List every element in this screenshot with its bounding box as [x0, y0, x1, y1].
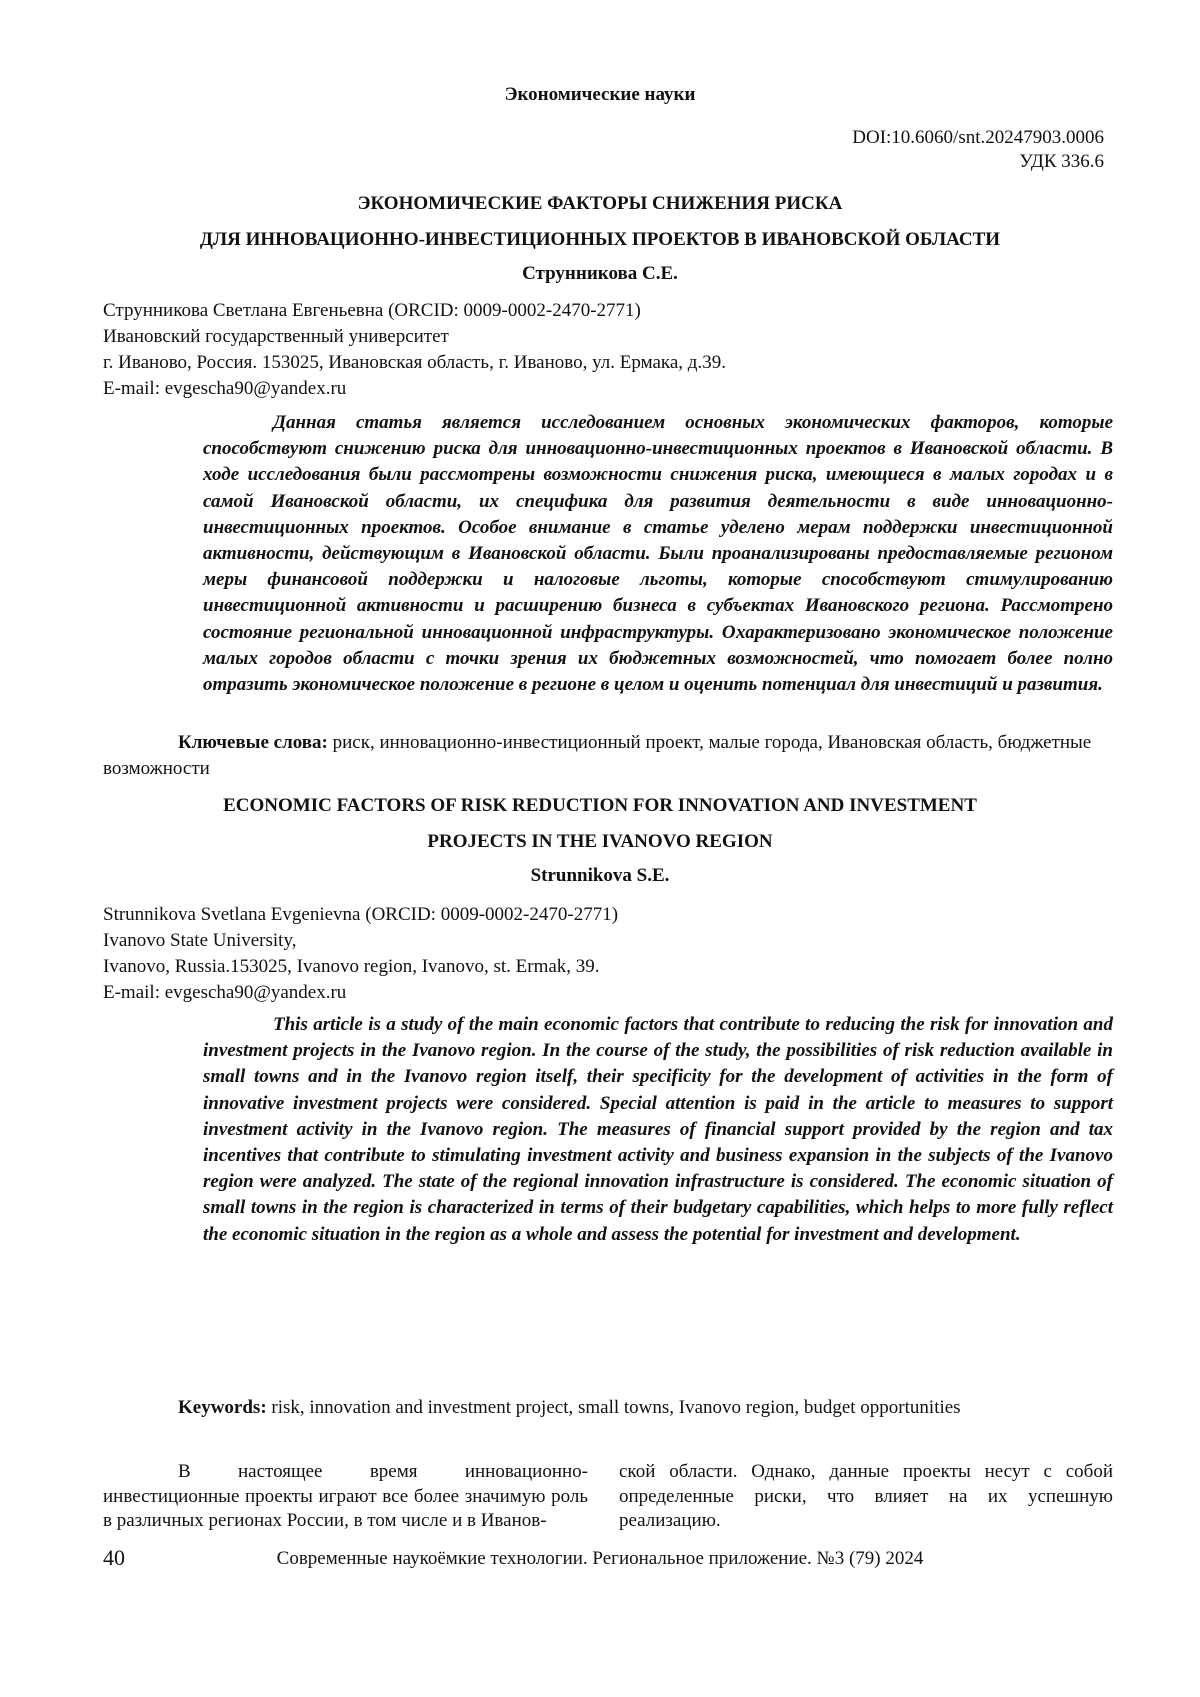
page-number: 40 — [103, 1545, 125, 1570]
en-keywords-text: risk, innovation and investment project, small towns, Ivanovo region, budget opportunities — [266, 1397, 961, 1418]
en-title-line-2: PROJECTS IN THE IVANOVO REGION — [427, 831, 773, 852]
ru-affiliation: Ивановский государственный университет — [103, 326, 449, 347]
en-email: E-mail: evgescha90@yandex.ru — [103, 982, 347, 1003]
ru-author-info — [103, 298, 1113, 402]
en-abstract: This article is a study of the main economic factors that contribute to reducing the risk for innovation and investment projects in the Ivanovo region. In the course of the study, the possibilities of risk reduction available in small towns and in the Ivanovo region itself, their specificity for the development of activities in the form of innovative investment projects were considered. Special attention is paid in the article to measures to support investment activity in the Ivanovo region. The measures of financial support provided by the region and tax incentives that contribute to stimulating investment activity and business expansion in the subjects of the Ivanovo region were analyzed. The state of the regional innovation infrastructure is considered. The economic situation of small towns in the region is characterized in terms of their budgetary capabilities, which helps to more fully reflect the economic situation in the region as a whole and assess the potential for investment and development. — [203, 1014, 1113, 1245]
udk: УДК 336.6 — [1019, 151, 1104, 172]
ru-title-line-2: ДЛЯ ИННОВАЦИОННО-ИНВЕСТИЦИОННЫХ ПРОЕКТОВ В ИВАНОВСКОЙ ОБЛАСТИ — [199, 229, 1001, 250]
ru-keywords-label: Ключевые слова: — [178, 732, 328, 753]
en-title-line-1: ECONOMIC FACTORS OF RISK REDUCTION FOR INNOVATION AND INVESTMENT — [223, 795, 977, 816]
en-keywords-label: Keywords: — [178, 1397, 267, 1418]
ru-keywords — [103, 730, 1113, 782]
en-author-info — [103, 902, 1113, 1006]
ru-author-full: Струнникова Светлана Евгеньевна (ORCID: 0009-0002-2470-2771) — [103, 300, 641, 321]
en-keywords — [103, 1395, 1113, 1421]
doi: DOI:10.6060/snt.20247903.0006 — [852, 127, 1104, 148]
body-column-2: ской области. Однако, данные проекты несут с собой определенные риски, что влияет на их успешную реализацию. — [619, 1461, 1113, 1531]
ru-title-line-1: ЭКОНОМИЧЕСКИЕ ФАКТОРЫ СНИЖЕНИЯ РИСКА — [357, 193, 843, 214]
en-address: Ivanovo, Russia.153025, Ivanovo region, Ivanovo, st. Ermak, 39. — [103, 956, 600, 977]
ru-abstract: Данная статья является исследованием основных экономических факторов, которые способствуют снижению риска для инновационно-инвестиционных проектов в Ивановской области. В ходе исследования были рассмотрены возможности снижения риска, имеющиеся в малых городах и в самой Ивановской области, их специфика для развития деятельности в виде инновационно-инвестиционных проектов. Особое внимание в статье уделено мерам поддержки инвестиционной активности, действующим в Ивановской области. Были проанализированы предоставляемые регионом меры финансовой поддержки и налоговые льготы, которые способствуют стимулированию инвестиционной активности и расширению бизнеса в субъектах Ивановского региона. Рассмотрено состояние региональной инновационной инфраструктуры. Охарактеризовано экономическое положение малых городов области с точки зрения их бюджетных возможностей, что помогает более полно отразить экономическое положение в регионе в целом и оценить потенциал для инвестиций и развития. — [203, 412, 1113, 696]
ru-address: г. Иваново, Россия. 153025, Ивановская область, г. Иваново, ул. Ермака, д.39. — [103, 352, 726, 373]
en-author-short: Strunnikova S.E. — [530, 865, 670, 886]
en-affiliation: Ivanovo State University, — [103, 930, 297, 951]
ru-author-short: Струнникова С.Е. — [522, 263, 678, 284]
journal-footer: Современные наукоёмкие технологии. Региональное приложение. №3 (79) 2024 — [276, 1548, 924, 1569]
section-heading: Экономические науки — [504, 84, 696, 105]
en-author-full: Strunnikova Svetlana Evgenievna (ORCID: 0009-0002-2470-2771) — [103, 904, 619, 925]
body-column-1: В настоящее время инновационно-инвестиционные проекты играют все более значимую роль в различных регионах России, в том числе и в Иванов- — [103, 1461, 588, 1531]
ru-keywords-text: риск, инновационно-инвестиционный проект, малые города, Ивановская область, бюджетные возможности — [103, 732, 1092, 779]
ru-email: E-mail: evgescha90@yandex.ru — [103, 378, 347, 399]
